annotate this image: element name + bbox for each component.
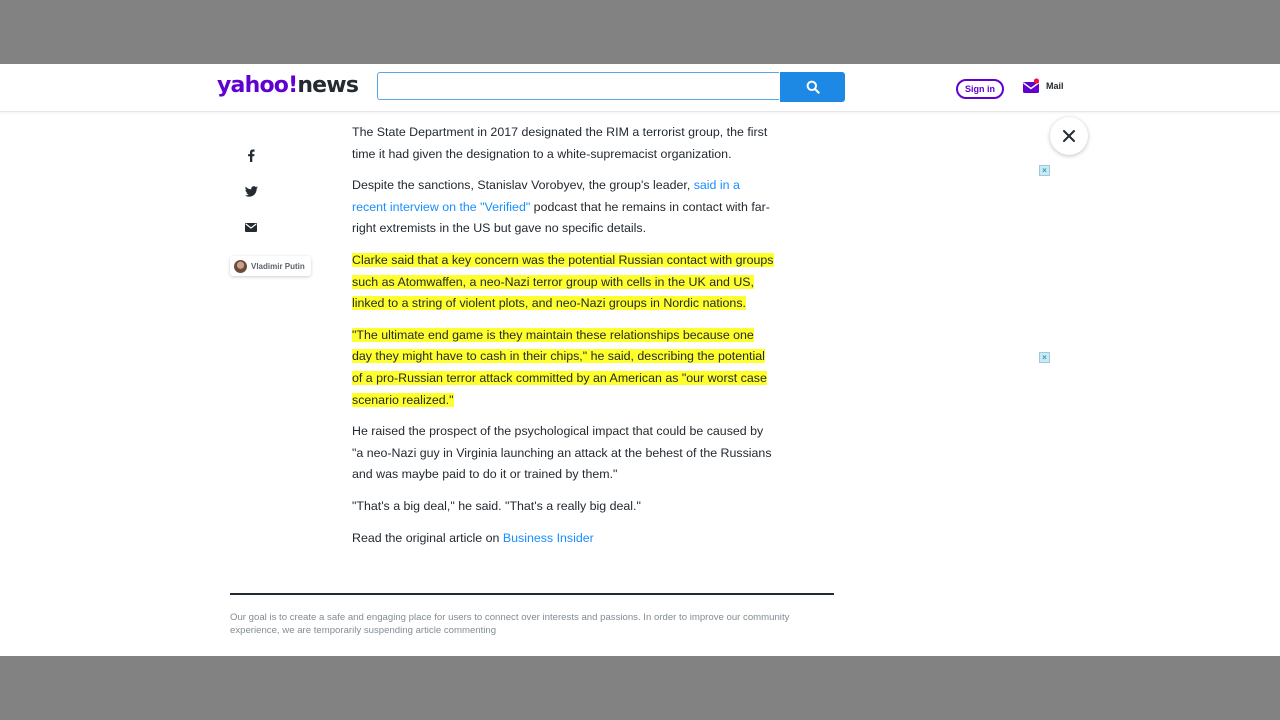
ad-close-icon[interactable]: ×: [1039, 352, 1050, 363]
article-page: [0, 64, 1280, 656]
search-input[interactable]: [377, 72, 779, 100]
share-twitter-button[interactable]: [240, 180, 262, 202]
email-icon: [245, 223, 257, 232]
business-insider-link[interactable]: Business Insider: [502, 530, 594, 545]
comments-divider: [230, 593, 834, 595]
sign-in-label: Sign in: [965, 84, 995, 94]
highlighted-text: "The ultimate end game is they maintain these relationships because one day they might have to cash in their chips," he said, describing the potential of a pro-Russian terror attack committed by an American as "our worst case scenario realized.": [352, 327, 767, 407]
twitter-icon: [245, 186, 258, 197]
article-paragraph-highlighted: [352, 325, 777, 411]
mail-link[interactable]: [1022, 78, 1064, 94]
share-facebook-button[interactable]: [240, 144, 262, 166]
paragraph-text: Read the original article on: [352, 530, 503, 545]
article-paragraph: [352, 175, 777, 240]
article-paragraph: He raised the prospect of the psychological impact that could be caused by "a neo-Nazi guy in Virginia launching an attack at the behest of the Russians and was maybe paid to do it or trained by them.": [352, 424, 772, 482]
article-paragraph-highlighted: [352, 250, 777, 315]
article-body: [352, 122, 777, 559]
search-icon: [806, 80, 820, 94]
close-button[interactable]: [1050, 117, 1088, 155]
logo-news-text: news: [297, 73, 359, 98]
paragraph-text: Despite the sanctions, Stanislav Vorobyev, the group's leader,: [352, 178, 694, 193]
close-icon: [1062, 129, 1076, 143]
site-header: [0, 64, 1280, 112]
highlighted-text: Clarke said that a key concern was the potential Russian contact with groups such as Atomwaffen, a neo-Nazi terror group with cells in the UK and US, linked to a string of violent plots, and neo-Nazi groups in Nordic nations.: [352, 252, 774, 311]
logo-bang-text: !: [288, 73, 298, 98]
mail-label: Mail: [1046, 81, 1064, 91]
ad-close-icon[interactable]: ×: [1039, 165, 1050, 176]
article-paragraph: The State Department in 2017 designated the RIM a terrorist group, the first time it had given the designation to a white-supremacist organization.: [352, 125, 768, 161]
sign-in-button[interactable]: [956, 79, 1004, 99]
article-paragraph: [352, 528, 777, 550]
mail-icon: [1022, 78, 1040, 94]
paragraph-text: podcast that he remains in contact with far-right extremists in the US but gave no specific details.: [352, 199, 770, 236]
logo-yahoo-text: yahoo: [217, 73, 289, 98]
verified-podcast-link[interactable]: said in a recent interview on the "Verified": [352, 178, 740, 214]
yahoo-news-logo[interactable]: [217, 73, 358, 101]
topic-tag-vladimir-putin[interactable]: [230, 256, 311, 276]
avatar: [234, 260, 247, 273]
share-email-button[interactable]: [240, 216, 262, 238]
article-paragraph: "That's a big deal," he said. "That's a really big deal.": [352, 498, 641, 513]
facebook-icon: [246, 149, 256, 162]
topic-tag-label: Vladimir Putin: [251, 261, 305, 271]
search-button[interactable]: [780, 72, 845, 102]
comments-disabled-note: Our goal is to create a safe and engaging place for users to connect over interests and passions. In order to improve our community experience, we are temporarily suspending article commenting: [230, 612, 790, 636]
